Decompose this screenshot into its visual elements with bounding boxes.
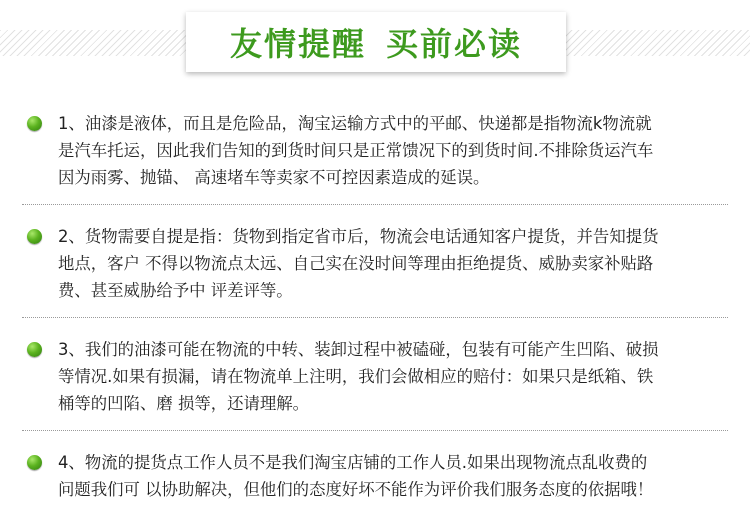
green-dot-icon xyxy=(27,455,42,470)
green-dot-icon xyxy=(27,342,42,357)
notice-item-1 xyxy=(0,100,750,197)
notice-item-2 xyxy=(0,213,750,310)
notice-2-line-2: 地点，客户 不得以物流点太远、自己实在没时间等理由拒绝提货、威胁卖家补贴路 xyxy=(58,254,654,273)
notice-3-line-1: 3、我们的油漆可能在物流的中转、装卸过程中被磕碰，包装有可能产生凹陷、破损 xyxy=(58,340,659,359)
divider xyxy=(22,430,728,431)
header-banner xyxy=(186,12,566,72)
notice-item-4 xyxy=(0,439,750,509)
notice-2-line-1: 2、货物需要自提是指：货物到指定省市后，物流会电话通知客户提货，并告知提货 xyxy=(58,227,659,246)
page-title xyxy=(230,19,522,65)
notice-1-line-3: 因为雨雾、抛锚、 高速堵车等卖家不可控因素造成的延误。 xyxy=(58,168,490,187)
notice-3-line-2: 等情况.如果有损漏，请在物流单上注明，我们会做相应的赔付：如果只是纸箱、铁 xyxy=(58,367,654,386)
green-dot-icon xyxy=(27,229,42,244)
notice-4-line-1: 4、物流的提货点工作人员不是我们淘宝店铺的工作人员.如果出现物流点乱收费的 xyxy=(58,453,648,472)
divider xyxy=(22,317,728,318)
notice-1-line-1: 1、油漆是液体，而且是危险品，淘宝运输方式中的平邮、快递都是指物流k物流就 xyxy=(58,114,652,133)
notice-text-4 xyxy=(58,449,720,503)
notice-3-line-3: 桶等的凹陷、磨 损等，还请理解。 xyxy=(58,394,310,413)
notice-text-3 xyxy=(58,336,720,417)
title-right: 买前必读 xyxy=(386,25,523,63)
notice-2-line-3: 费、甚至威胁给予中 评差评等。 xyxy=(58,281,293,300)
notice-4-line-2: 问题我们可 以协助解决，但他们的态度好坏不能作为评价我们服务态度的依据哦！ xyxy=(58,480,654,499)
divider xyxy=(22,204,728,205)
header-hatch-left xyxy=(0,30,200,56)
header-hatch-right xyxy=(550,30,750,56)
green-dot-icon xyxy=(27,116,42,131)
title-left: 友情提醒 xyxy=(229,25,366,63)
notice-text-2 xyxy=(58,223,720,304)
notice-1-line-2: 是汽车托运，因此我们告知的到货时间只是正常馈况下的到货时间.不排除货运汽车 xyxy=(58,141,654,160)
notice-text-1 xyxy=(58,110,720,191)
notice-item-3 xyxy=(0,326,750,423)
notice-list xyxy=(0,100,750,509)
